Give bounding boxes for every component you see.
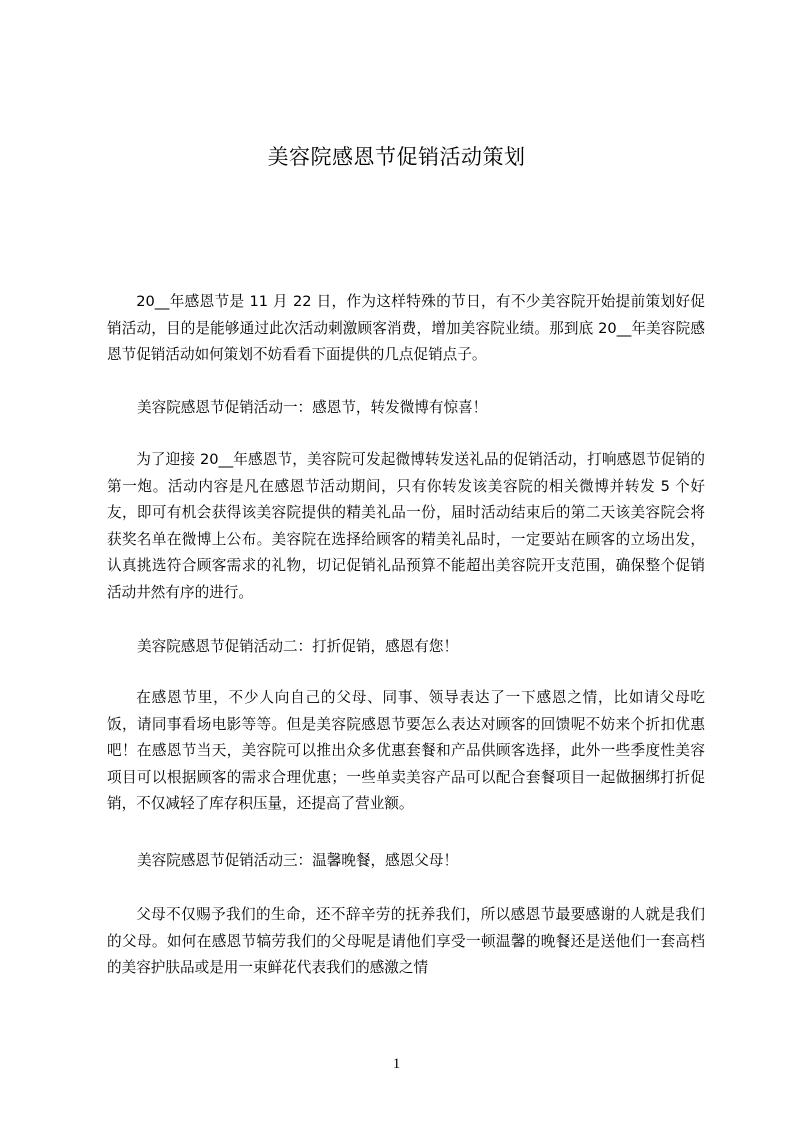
intro-paragraph: 20__年感恩节是 11 月 22 日，作为这样特殊的节日，有不少美容院开始提前策划好促销活动，目的是能够通过此次活动刺激顾客消费，增加美容院业绩。那到底 20__年美容院感恩节促销活动如何策划不妨看看下面提供的几点促销点子。 xyxy=(107,293,705,363)
section-heading-2: 美容院感恩节促销活动二：打折促销，感恩有您！ xyxy=(137,638,459,655)
section-paragraph-1: 为了迎接 20__年感恩节，美容院可发起微博转发送礼品的促销活动，打响感恩节促销的第一炮。活动内容是凡在感恩节活动期间，只有你转发该美容院的相关微博并转发 5 个好友，即可有机会获得该美容院提供的精美礼品一份，届时活动结束后的第二天该美容院会将获奖名单在微博上公布。美容院在选择给顾客的精美礼品时，一定要站在顾客的立场出发，认真挑选符合顾客需求的礼物，切记促销礼品预算不能超出美容院开支范围，确保整个促销活动井然有序的进行。 xyxy=(107,451,705,601)
section-paragraph-2: 在感恩节里，不少人向自己的父母、同事、领导表达了一下感恩之情，比如请父母吃饭，请同事看场电影等等。但是美容院感恩节要怎么表达对顾客的回馈呢不妨来个折扣优惠吧！在感恩节当天，美容院可以推出众多优惠套餐和产品供顾客选择，此外一些季度性美容项目可以根据顾客的需求合理优惠；一些单卖美容产品可以配合套餐项目一起做捆绑打折促销，不仅减轻了库存积压量，还提高了营业额。 xyxy=(107,689,705,812)
document-title: 美容院感恩节促销活动策划 xyxy=(267,145,526,169)
page-number: 1 xyxy=(392,1056,401,1072)
section-heading-3: 美容院感恩节促销活动三：温馨晚餐，感恩父母！ xyxy=(137,852,459,869)
section-heading-1: 美容院感恩节促销活动一：感恩节，转发微博有惊喜！ xyxy=(137,399,488,416)
section-paragraph-3: 父母不仅赐予我们的生命，还不辞辛劳的抚养我们，所以感恩节最要感谢的人就是我们的父母。如何在感恩节犒劳我们的父母呢是请他们享受一顿温馨的晚餐还是送他们一套高档的美容护肤品或是用一束鲜花代表我们的感激之情 xyxy=(107,906,705,976)
